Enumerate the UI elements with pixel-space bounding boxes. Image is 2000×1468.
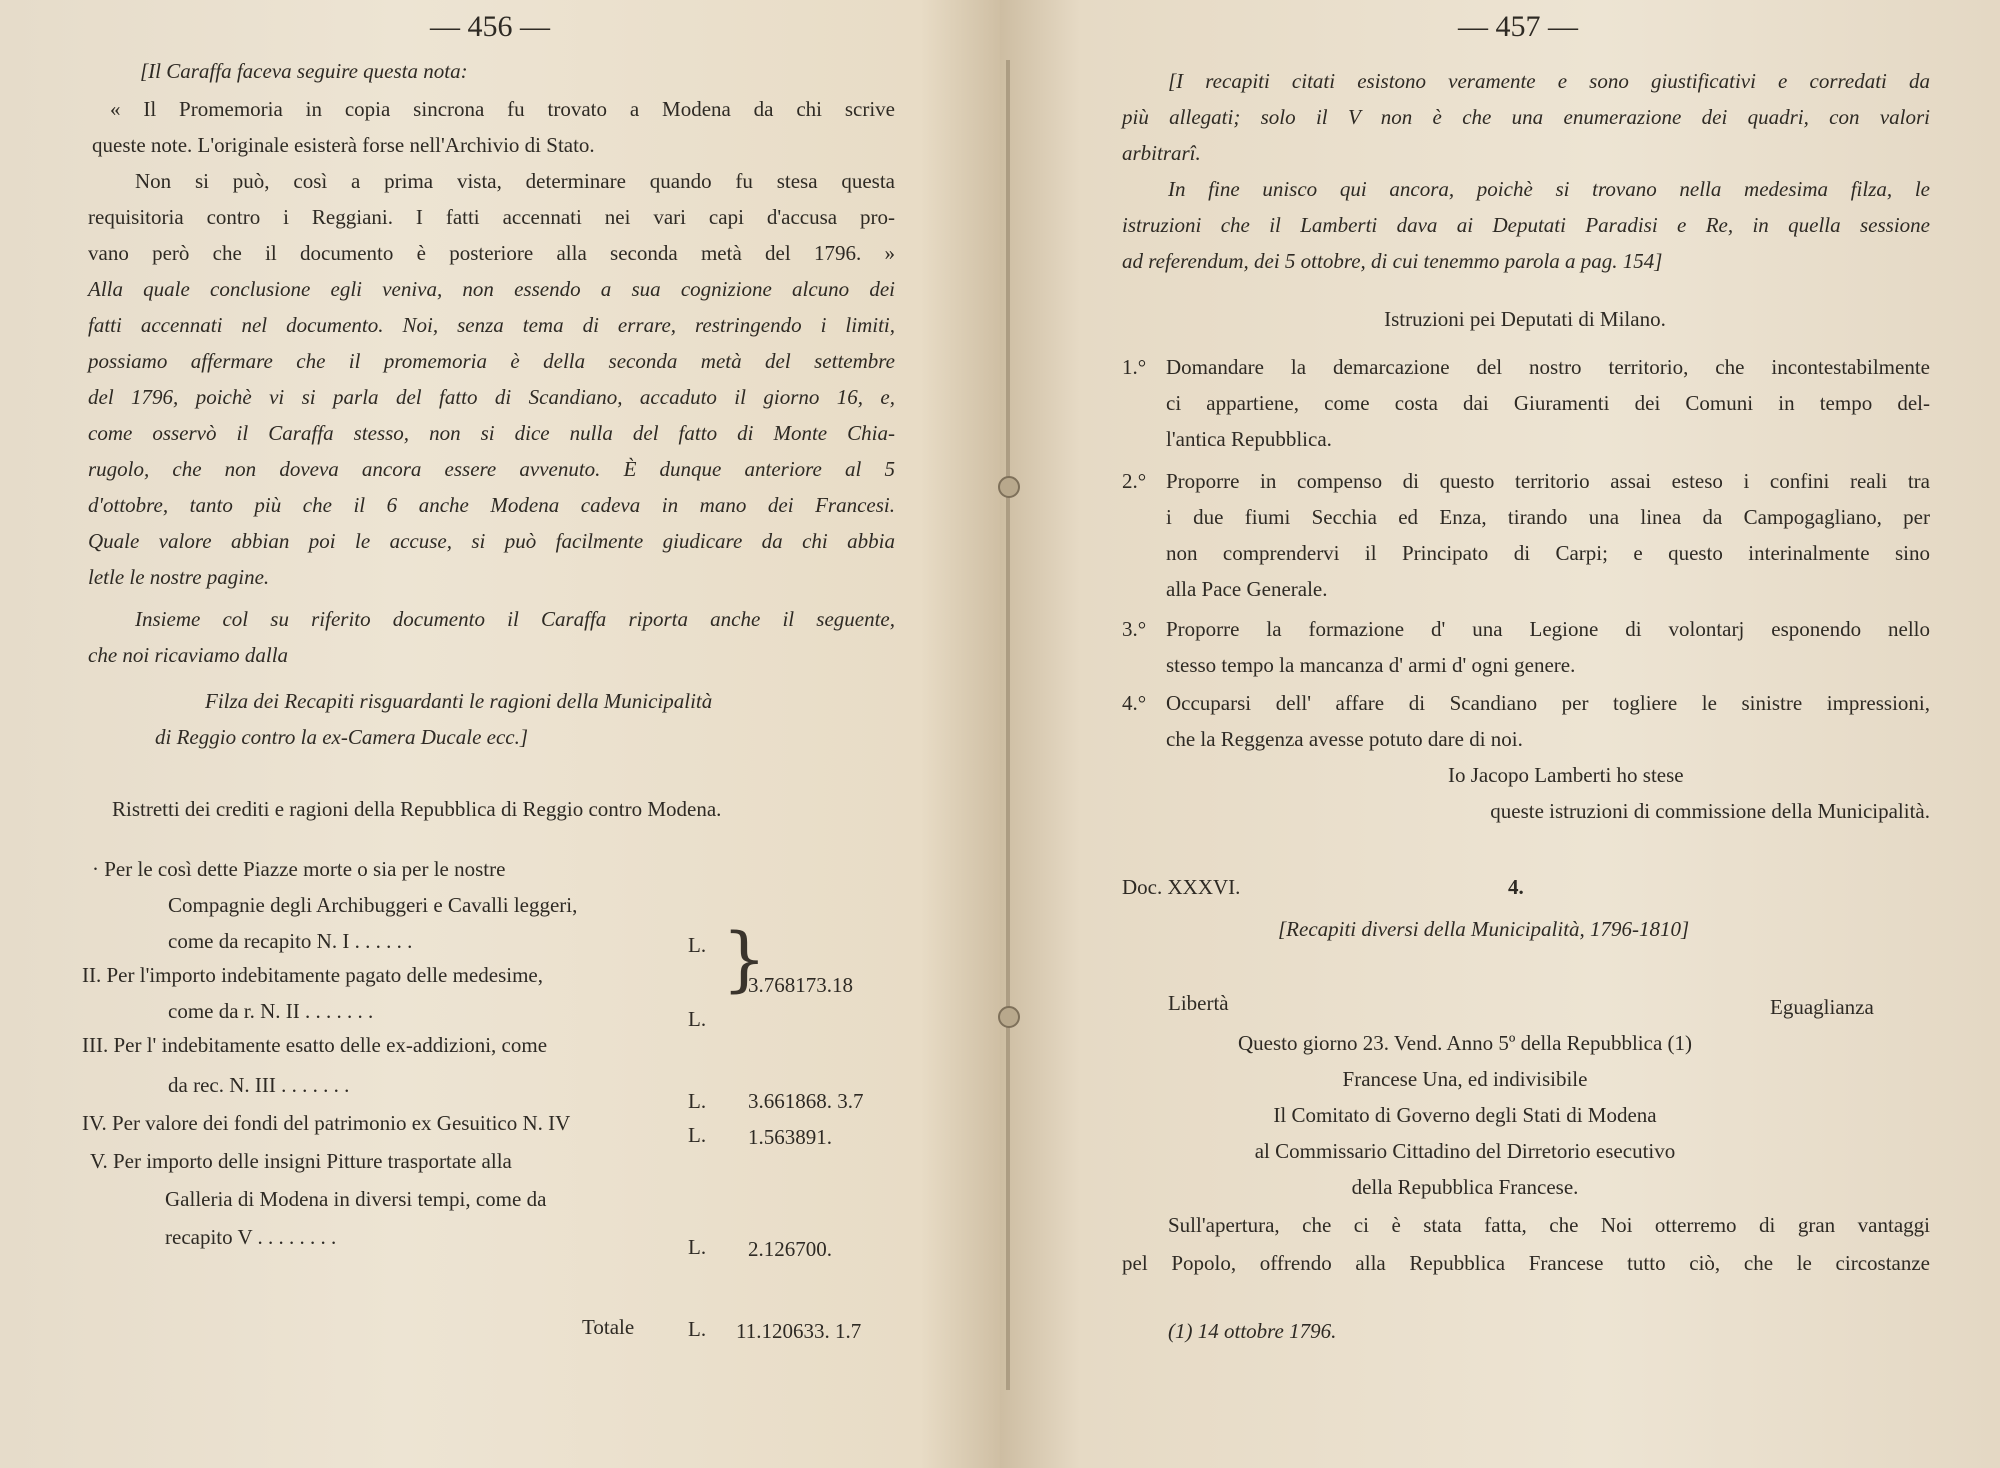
instruction-line: Domandare la demarcazione del nostro territorio, che incontestabilmente [1166, 355, 1930, 379]
item-text: · Per le così dette Piazze morte o sia per le nostre [92, 857, 506, 881]
item-text: II. Per l'importo indebitamente pagato delle medesime, [82, 963, 543, 987]
item-currency: L. [688, 1123, 707, 1147]
source-title-line: di Reggio contro la ex-Camera Ducale ecc.] [155, 725, 529, 749]
item-text: come da recapito N. I . . . . . . [168, 929, 413, 953]
note-line: In fine unisco qui ancora, poichè si trovano nella medesima filza, le [1168, 177, 1930, 201]
brace-mark: } [722, 918, 767, 1000]
item-currency: L. [688, 1089, 707, 1113]
motto-left: Libertà [1168, 991, 1229, 1015]
instruction-line: ci appartiene, come costa dai Giuramenti dei Comuni in tempo del- [1166, 391, 1930, 415]
item-currency: L. [688, 933, 707, 957]
note-line: istruzioni che il Lamberti dava ai Deputati Paradisi e Re, in quella sessione [1122, 213, 1930, 237]
binding-stitch [998, 1006, 1020, 1028]
quote-line: « Il Promemoria in copia sincrona fu trovato a Modena da chi scrive [110, 97, 895, 121]
header-line: al Commissario Cittadino del Dirretorio esecutivo [1254, 1139, 1676, 1163]
note-line: arbitrarî. [1122, 141, 1201, 165]
commentary-line: letle le nostre pagine. [88, 565, 270, 589]
quote-line: vano però che il documento è posteriore alla seconda metà del 1796. » [88, 241, 895, 265]
commentary-line: del 1796, poichè vi si parla del fatto di Scandiano, accaduto il giorno 16, e, [88, 385, 895, 409]
source-intro-line: Insieme col su riferito documento il Caraffa riporta anche il seguente, [135, 607, 895, 631]
instruction-line: l'antica Repubblica. [1166, 427, 1332, 451]
item-text: da rec. N. III . . . . . . . [168, 1073, 350, 1097]
instruction-number: 1.° [1122, 355, 1147, 379]
book-gutter [1006, 60, 1010, 1390]
instruction-line: Occuparsi dell' affare di Scandiano per togliere le sinistre impressioni, [1166, 691, 1930, 715]
item-text: IV. Per valore dei fondi del patrimonio ex Gesuitico N. IV [82, 1111, 571, 1135]
instruction-number: 3.° [1122, 617, 1147, 641]
commentary-line: d'ottobre, tanto più che il 6 anche Modena cadeva in mano dei Francesi. [88, 493, 895, 517]
quote-line: Non si può, così a prima vista, determinare quando fu stesa questa [135, 169, 895, 193]
item-text: come da r. N. II . . . . . . . [168, 999, 374, 1023]
instruction-line: non comprendervi il Principato di Carpi; e questo interinalmente sino [1166, 541, 1930, 565]
body-line: Sull'apertura, che ci è stata fatta, che Noi otterremo di gran vantaggi [1168, 1213, 1930, 1237]
commentary-line: rugolo, che non doveva ancora essere avvenuto. È dunque anteriore al 5 [88, 457, 895, 481]
motto-right: Eguaglianza [1770, 995, 1874, 1019]
instruction-line: Proporre la formazione d' una Legione di volontarj esponendo nello [1166, 617, 1930, 641]
note-line: ad referendum, dei 5 ottobre, di cui tenemmo parola a pag. 154] [1122, 249, 1663, 273]
source-title-line: Filza dei Recapiti risguardanti le ragioni della Municipalità [205, 689, 713, 713]
item-text: Compagnie degli Archibuggeri e Cavalli leggeri, [168, 893, 578, 917]
page-number-left: — 456 — [430, 10, 550, 43]
item-text: Galleria di Modena in diversi tempi, come da [165, 1187, 547, 1211]
instructions-title: Istruzioni pei Deputati di Milano. [1384, 307, 1666, 331]
table-heading: Ristretti dei crediti e ragioni della Repubblica di Reggio contro Modena. [112, 797, 722, 821]
signature-line: queste istruzioni di commissione della Municipalità. [1490, 799, 1930, 823]
total-label: Totale [582, 1315, 635, 1339]
source-intro-line: che noi ricaviamo dalla [88, 643, 289, 667]
item-amount: 3.768173.18 [748, 973, 853, 997]
instruction-number: 4.° [1122, 691, 1147, 715]
header-line: Il Comitato di Governo degli Stati di Modena [1273, 1103, 1657, 1127]
total-amount: 11.120633. 1.7 [736, 1319, 862, 1343]
right-page [1000, 0, 2000, 1468]
note-line: più allegati; solo il V non è che una enumerazione dei quadri, con valori [1122, 105, 1930, 129]
item-amount: 3.661868. 3.7 [748, 1089, 864, 1113]
item-text: V. Per importo delle insigni Pitture trasportate alla [90, 1149, 512, 1173]
commentary-line: come osservò il Caraffa stesso, non si dice nulla del fatto di Monte Chia- [88, 421, 895, 445]
body-line: pel Popolo, offrendo alla Repubblica Francese tutto ciò, che le circostanze [1122, 1251, 1930, 1275]
item-currency: L. [688, 1235, 707, 1259]
doc-number: 4. [1508, 875, 1524, 899]
instruction-line: i due fiumi Secchia ed Enza, tirando una linea da Campogagliano, per [1166, 505, 1930, 529]
instruction-line: che la Reggenza avesse potuto dare di noi. [1166, 727, 1523, 751]
item-text: III. Per l' indebitamente esatto delle ex-addizioni, come [82, 1033, 548, 1057]
quote-line: requisitoria contro i Reggiani. I fatti accennati nei vari capi d'accusa pro- [88, 205, 895, 229]
item-amount: 1.563891. [748, 1125, 832, 1149]
page-number-right: — 457 — [1458, 10, 1578, 43]
commentary-line: possiamo affermare che il promemoria è della seconda metà del settembre [88, 349, 895, 373]
commentary-line: fatti accennati nel documento. Noi, senza tema di errare, restringendo i limiti, [88, 313, 895, 337]
signature-line: Io Jacopo Lamberti ho stese [1448, 763, 1684, 787]
note-intro: [Il Caraffa faceva seguire questa nota: [140, 59, 468, 83]
header-line: Francese Una, ed indivisibile [1342, 1067, 1588, 1091]
doc-subtitle: [Recapiti diversi della Municipalità, 1796-1810] [1278, 917, 1690, 941]
commentary-line: Quale valore abbian poi le accuse, si può facilmente giudicare da chi abbia [88, 529, 895, 553]
doc-label: Doc. XXXVI. [1122, 875, 1241, 899]
instruction-line: alla Pace Generale. [1166, 577, 1328, 601]
item-currency: L. [688, 1007, 707, 1031]
instruction-number: 2.° [1122, 469, 1147, 493]
note-line: [I recapiti citati esistono veramente e sono giustificativi e corredati da [1168, 69, 1930, 93]
footnote: (1) 14 ottobre 1796. [1168, 1319, 1337, 1343]
item-amount: 2.126700. [748, 1237, 832, 1261]
total-currency: L. [688, 1317, 707, 1341]
instruction-line: Proporre in compenso di questo territorio assai esteso i confini reali tra [1166, 469, 1930, 493]
header-line: della Repubblica Francese. [1351, 1175, 1579, 1199]
header-line: Questo giorno 23. Vend. Anno 5º della Repubblica (1) [1237, 1031, 1693, 1055]
instruction-line: stesso tempo la mancanza d' armi d' ogni genere. [1166, 653, 1576, 677]
binding-stitch [998, 476, 1020, 498]
commentary-line: Alla quale conclusione egli veniva, non essendo a sua cognizione alcuno dei [88, 277, 895, 301]
quote-line: queste note. L'originale esisterà forse nell'Archivio di Stato. [92, 133, 595, 157]
item-text: recapito V . . . . . . . . [165, 1225, 337, 1249]
